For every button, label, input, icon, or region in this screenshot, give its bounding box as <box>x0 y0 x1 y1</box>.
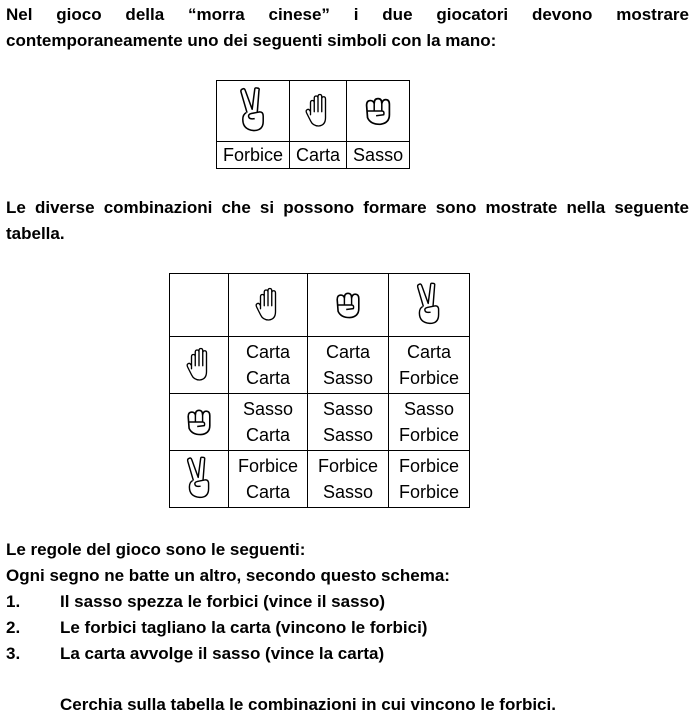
combination-first: Carta <box>245 342 290 362</box>
intro-paragraph: Nel gioco della “morra cinese” i due giocatori devono mostrare contemporaneamente uno dei seguenti simboli con la mano: <box>6 5 689 50</box>
paper-hand-icon <box>184 345 214 385</box>
corner-cell <box>170 274 229 337</box>
combination-cell <box>308 451 389 508</box>
rules-section <box>6 537 689 667</box>
combination-cell <box>389 451 470 508</box>
paper-hand-icon <box>253 285 283 325</box>
column-header-rock <box>308 274 389 337</box>
combination-first: Sasso <box>403 399 455 419</box>
paper-hand-icon <box>303 91 333 131</box>
rock-hand-icon <box>181 404 217 440</box>
row-header-scissors <box>170 451 229 508</box>
scissors-cell <box>217 81 290 142</box>
combination-second: Carta <box>245 425 290 445</box>
rule-number: 2. <box>6 618 21 637</box>
symbols-table <box>216 80 410 169</box>
combination-cell <box>389 394 470 451</box>
rock-hand-icon <box>330 287 366 323</box>
paper-cell <box>290 81 347 142</box>
combinations-table <box>169 273 470 508</box>
combination-cell <box>229 394 308 451</box>
row-header-paper <box>170 337 229 394</box>
combination-cell <box>389 337 470 394</box>
combination-cell <box>229 451 308 508</box>
rule-item <box>6 615 689 641</box>
symbol-label: Forbice <box>217 142 290 169</box>
scissors-hand-icon <box>413 281 445 329</box>
combination-second: Forbice <box>398 425 460 445</box>
symbol-label: Carta <box>290 142 347 169</box>
scissors-hand-icon <box>236 86 270 136</box>
combination-second: Sasso <box>322 425 374 445</box>
combination-first: Sasso <box>242 399 294 419</box>
column-header-scissors <box>389 274 470 337</box>
combination-second: Carta <box>245 482 290 502</box>
combinations-intro: Le diverse combinazioni che si possono formare sono mostrate nella seguente tabella. <box>6 198 689 243</box>
symbol-label: Sasso <box>347 142 410 169</box>
rule-item <box>6 641 689 667</box>
combination-first: Forbice <box>398 456 460 476</box>
combination-cell <box>229 337 308 394</box>
rules-heading: Le regole del gioco sono le seguenti: <box>6 540 306 559</box>
combination-first: Forbice <box>317 456 379 476</box>
rules-subheading: Ogni segno ne batte un altro, secondo questo schema: <box>6 566 450 585</box>
combination-cell <box>308 337 389 394</box>
rule-text: Le forbici tagliano la carta (vincono le forbici) <box>60 618 428 637</box>
task-instruction: Cerchia sulla tabella le combinazioni in cui vincono le forbici. <box>60 695 556 714</box>
rule-text: Il sasso spezza le forbici (vince il sasso) <box>60 592 386 611</box>
combination-first: Sasso <box>322 399 374 419</box>
rock-cell <box>347 81 410 142</box>
combination-second: Forbice <box>398 482 460 502</box>
rule-number: 3. <box>6 644 21 663</box>
column-header-paper <box>229 274 308 337</box>
row-header-rock <box>170 394 229 451</box>
scissors-hand-icon <box>183 455 215 503</box>
combination-second: Forbice <box>398 368 460 388</box>
combination-second: Sasso <box>322 368 374 388</box>
combination-second: Sasso <box>322 482 374 502</box>
rule-number: 1. <box>6 592 21 611</box>
combination-second: Carta <box>245 368 290 388</box>
rule-text: La carta avvolge il sasso (vince la carta) <box>60 644 385 663</box>
rule-item <box>6 589 689 615</box>
combination-first: Carta <box>406 342 451 362</box>
combination-cell <box>308 394 389 451</box>
combination-first: Carta <box>325 342 370 362</box>
combination-first: Forbice <box>237 456 299 476</box>
rock-hand-icon <box>359 92 397 130</box>
